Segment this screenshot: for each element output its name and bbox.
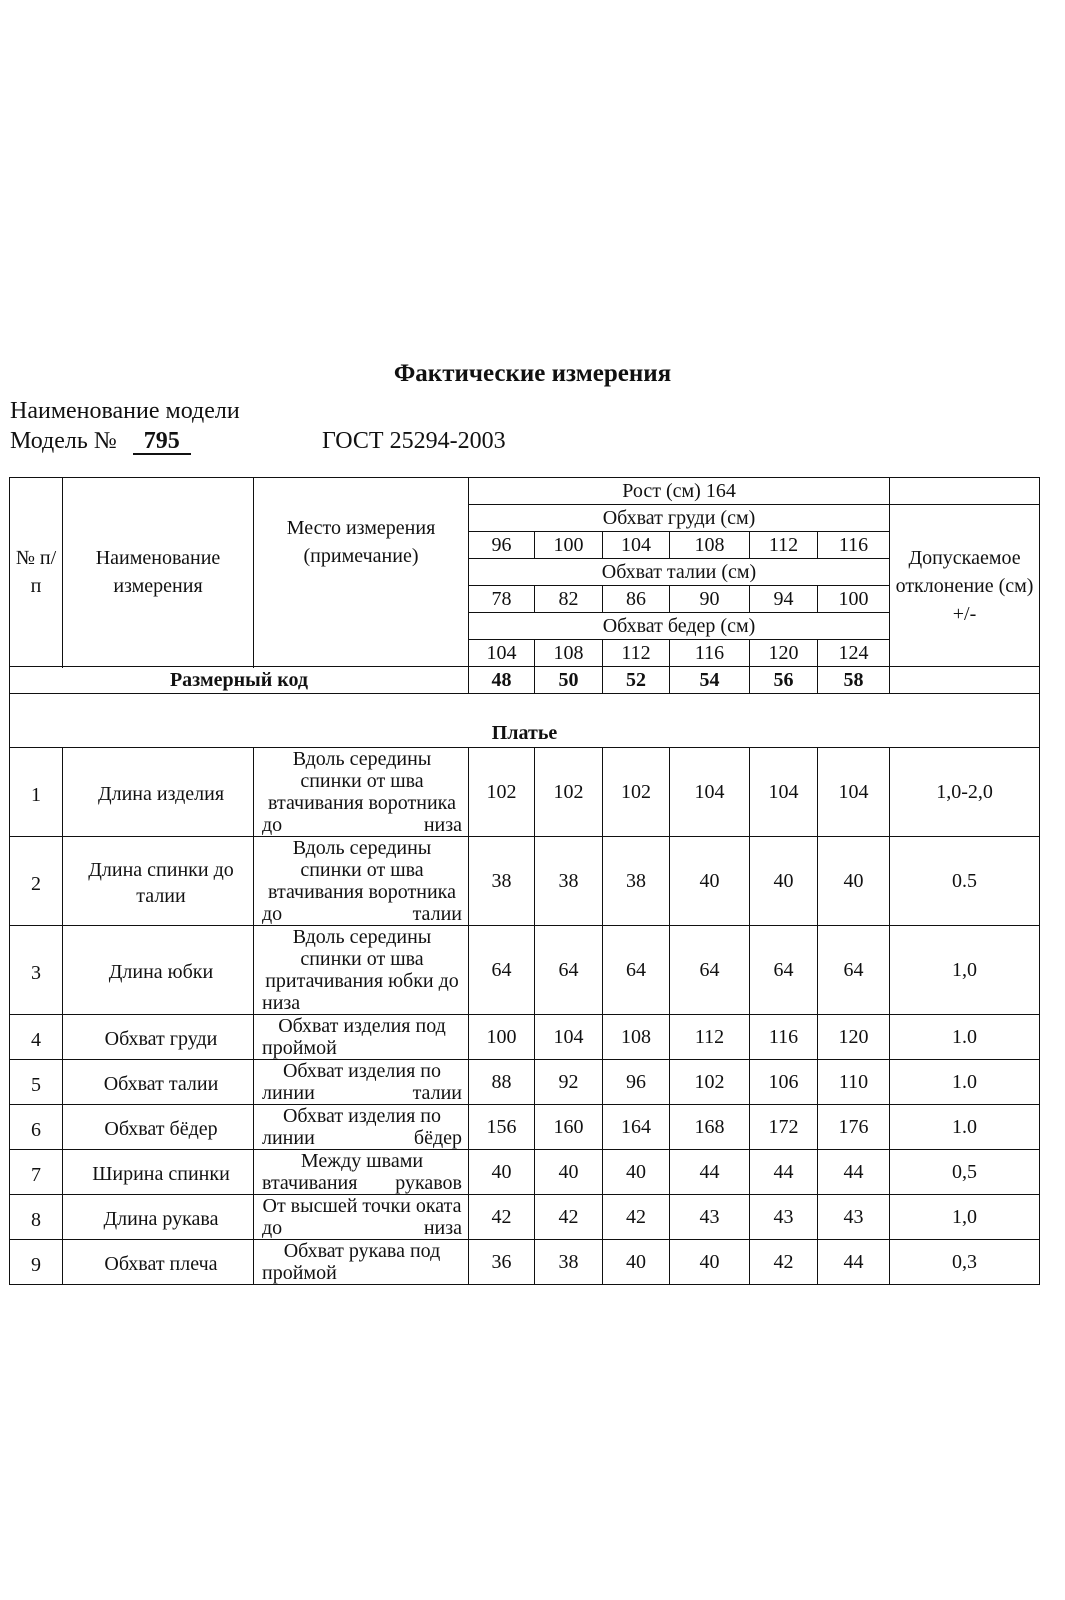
measurement-name: Обхват бёдер — [63, 1105, 254, 1150]
measurement-place: Обхват изделия по линии талии — [254, 1060, 469, 1105]
measurement-value: 43 — [750, 1195, 818, 1240]
measurement-place: Между швами втачивания рукавов — [254, 1150, 469, 1195]
measurement-place: Вдоль середины спинки от шва притачивания юбки до низа — [254, 926, 469, 1015]
row-number: 9 — [10, 1240, 63, 1285]
measurement-value: 102 — [535, 748, 603, 837]
measurement-place: Вдоль середины спинки от шва втачивания воротника до талии — [254, 837, 469, 926]
measurement-value: 38 — [535, 837, 603, 926]
row-number: 3 — [10, 926, 63, 1015]
hips-value: 116 — [670, 640, 750, 667]
waist-value: 82 — [535, 586, 603, 613]
size-code: 48 — [469, 667, 535, 694]
measurement-value: 44 — [818, 1240, 890, 1285]
measurement-value: 44 — [818, 1150, 890, 1195]
measurement-value: 38 — [535, 1240, 603, 1285]
measurement-value: 108 — [603, 1015, 670, 1060]
measurement-name: Длина рукава — [63, 1195, 254, 1240]
model-name-label: Наименование модели — [10, 398, 240, 424]
size-code-label: Размерный код — [10, 667, 469, 694]
chest-value: 100 — [535, 532, 603, 559]
section-title: Платье — [10, 694, 1040, 748]
tolerance-value: 1,0 — [890, 926, 1040, 1015]
hips-value: 108 — [535, 640, 603, 667]
measurement-value: 112 — [670, 1015, 750, 1060]
measurement-value: 40 — [535, 1150, 603, 1195]
measurement-value: 168 — [670, 1105, 750, 1150]
table-row — [10, 926, 1040, 1015]
chest-value: 116 — [818, 532, 890, 559]
size-code: 58 — [818, 667, 890, 694]
measurement-value: 64 — [603, 926, 670, 1015]
measurement-name: Ширина спинки — [63, 1150, 254, 1195]
measurement-value: 102 — [603, 748, 670, 837]
gost-standard: ГОСТ 25294-2003 — [322, 428, 506, 454]
measurement-value: 106 — [750, 1060, 818, 1105]
measurement-value: 40 — [469, 1150, 535, 1195]
chest-value: 112 — [750, 532, 818, 559]
row-number: 2 — [10, 837, 63, 926]
measurement-value: 38 — [469, 837, 535, 926]
size-code-blank — [890, 667, 1040, 694]
table-row — [10, 1240, 1040, 1285]
size-code: 50 — [535, 667, 603, 694]
measurement-value: 116 — [750, 1015, 818, 1060]
model-line — [10, 428, 710, 455]
measurement-value: 43 — [818, 1195, 890, 1240]
waist-value: 78 — [469, 586, 535, 613]
measurement-place: Вдоль середины спинки от шва втачивания воротника до низа — [254, 748, 469, 837]
header-no: № п/п — [10, 478, 63, 667]
document-title: Фактические измерения — [393, 360, 672, 387]
measurement-value: 43 — [670, 1195, 750, 1240]
header-height: Рост (см) 164 — [469, 478, 890, 505]
measurement-value: 64 — [670, 926, 750, 1015]
measurement-value: 40 — [818, 837, 890, 926]
measurement-value: 38 — [603, 837, 670, 926]
measurement-value: 42 — [603, 1195, 670, 1240]
hips-value: 104 — [469, 640, 535, 667]
header-chest: Обхват груди (см) — [469, 505, 890, 532]
measurement-name: Длина спинки до талии — [63, 837, 254, 926]
measurement-value: 44 — [750, 1150, 818, 1195]
chest-value: 108 — [670, 532, 750, 559]
tolerance-value: 0,3 — [890, 1240, 1040, 1285]
row-number: 8 — [10, 1195, 63, 1240]
measurement-value: 36 — [469, 1240, 535, 1285]
measurement-place: От высшей точки оката до низа — [254, 1195, 469, 1240]
measurement-value: 96 — [603, 1060, 670, 1105]
measurement-name: Обхват груди — [63, 1015, 254, 1060]
measurement-place: Обхват изделия по линии бёдер — [254, 1105, 469, 1150]
waist-value: 90 — [670, 586, 750, 613]
measurement-value: 104 — [535, 1015, 603, 1060]
header-hips: Обхват бедер (см) — [469, 613, 890, 640]
measurement-value: 156 — [469, 1105, 535, 1150]
chest-value: 96 — [469, 532, 535, 559]
tolerance-value: 1.0 — [890, 1015, 1040, 1060]
measurement-value: 100 — [469, 1015, 535, 1060]
waist-value: 100 — [818, 586, 890, 613]
tolerance-value: 1.0 — [890, 1105, 1040, 1150]
header-tolerance: Допускаемое отклонение (см) +/- — [890, 505, 1040, 667]
hips-value: 124 — [818, 640, 890, 667]
measurement-name: Обхват плеча — [63, 1240, 254, 1285]
measurement-value: 64 — [535, 926, 603, 1015]
measurement-place: Обхват рукава под проймой — [254, 1240, 469, 1285]
size-code: 56 — [750, 667, 818, 694]
tolerance-value: 0.5 — [890, 837, 1040, 926]
measurement-value: 88 — [469, 1060, 535, 1105]
measurement-value: 42 — [469, 1195, 535, 1240]
header-place: Место измерения (примечание) — [254, 478, 469, 667]
measurements-table — [9, 477, 1040, 1285]
waist-value: 94 — [750, 586, 818, 613]
measurement-value: 120 — [818, 1015, 890, 1060]
measurement-value: 40 — [670, 1240, 750, 1285]
model-label: Модель № — [10, 428, 117, 454]
measurement-value: 42 — [750, 1240, 818, 1285]
size-code: 52 — [603, 667, 670, 694]
measurement-value: 44 — [670, 1150, 750, 1195]
measurement-name: Длина юбки — [63, 926, 254, 1015]
tolerance-value: 0,5 — [890, 1150, 1040, 1195]
measurement-value: 102 — [670, 1060, 750, 1105]
measurement-value: 40 — [670, 837, 750, 926]
hips-value: 112 — [603, 640, 670, 667]
header-blank — [890, 478, 1040, 505]
measurement-place: Обхват изделия под проймой — [254, 1015, 469, 1060]
measurement-value: 64 — [469, 926, 535, 1015]
row-number: 1 — [10, 748, 63, 837]
measurement-value: 110 — [818, 1060, 890, 1105]
row-number: 7 — [10, 1150, 63, 1195]
waist-value: 86 — [603, 586, 670, 613]
table-row — [10, 748, 1040, 837]
measurement-value: 92 — [535, 1060, 603, 1105]
measurement-value: 42 — [535, 1195, 603, 1240]
tolerance-value: 1,0 — [890, 1195, 1040, 1240]
row-number: 4 — [10, 1015, 63, 1060]
table-row — [10, 1060, 1040, 1105]
measurement-value: 104 — [750, 748, 818, 837]
table-row — [10, 1150, 1040, 1195]
chest-value: 104 — [603, 532, 670, 559]
measurement-value: 172 — [750, 1105, 818, 1150]
table-row — [10, 1105, 1040, 1150]
measurement-value: 164 — [603, 1105, 670, 1150]
measurement-value: 40 — [603, 1150, 670, 1195]
header-waist: Обхват талии (см) — [469, 559, 890, 586]
measurement-value: 160 — [535, 1105, 603, 1150]
measurement-value: 104 — [818, 748, 890, 837]
header-name: Наименование измерения — [63, 478, 254, 667]
measurement-value: 64 — [818, 926, 890, 1015]
tolerance-value: 1.0 — [890, 1060, 1040, 1105]
measurement-value: 40 — [603, 1240, 670, 1285]
model-number: 795 — [133, 429, 191, 455]
table-row — [10, 837, 1040, 926]
measurement-value: 176 — [818, 1105, 890, 1150]
row-number: 5 — [10, 1060, 63, 1105]
measurement-name: Длина изделия — [63, 748, 254, 837]
table-row — [10, 1015, 1040, 1060]
size-code-row — [10, 667, 1040, 694]
row-number: 6 — [10, 1105, 63, 1150]
tolerance-value: 1,0-2,0 — [890, 748, 1040, 837]
measurement-value: 102 — [469, 748, 535, 837]
measurement-value: 40 — [750, 837, 818, 926]
hips-value: 120 — [750, 640, 818, 667]
measurement-value: 104 — [670, 748, 750, 837]
size-code: 54 — [670, 667, 750, 694]
measurement-value: 64 — [750, 926, 818, 1015]
measurement-name: Обхват талии — [63, 1060, 254, 1105]
table-row — [10, 1195, 1040, 1240]
